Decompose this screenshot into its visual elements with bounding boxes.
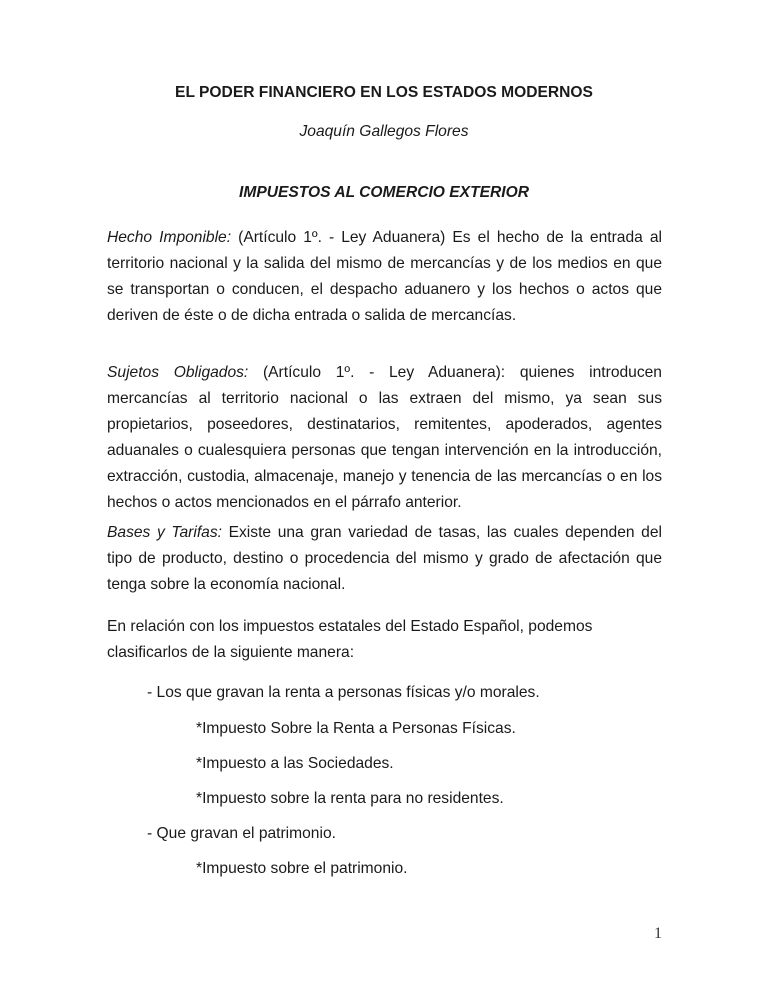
list-item-level1: - Los que gravan la renta a personas físicas y/o morales. bbox=[147, 684, 540, 701]
paragraph-body: Existe una gran variedad de tasas, las cuales dependen del tipo de producto, destino o procedencia del mismo y grado de afectación que tenga sobre la economía nacional. bbox=[107, 524, 662, 593]
paragraph-hecho-imponible bbox=[107, 225, 662, 329]
list-item-level2: *Impuesto a las Sociedades. bbox=[196, 755, 394, 772]
paragraph-body: (Artículo 1º. - Ley Aduanera): quienes introducen mercancías al territorio nacional o las extraen del mismo, ya sean sus propietarios, poseedores, destinatarios, remitentes, apoderados, agentes aduanales o cualesquiera personas que tengan intervención en la introducción, extracción, custodia, almacenaje, manejo y tenencia de las mercancías o en los hechos o actos mencionados en el párrafo anterior. bbox=[107, 364, 662, 511]
paragraph-lead: Hecho Imponible: bbox=[107, 229, 232, 246]
paragraph-sujetos-obligados bbox=[107, 360, 662, 516]
paragraph-lead: Bases y Tarifas: bbox=[107, 524, 222, 541]
list-item-level2: *Impuesto sobre la renta para no residentes. bbox=[196, 790, 504, 807]
section-heading: IMPUESTOS AL COMERCIO EXTERIOR bbox=[239, 184, 529, 201]
page-number: 1 bbox=[654, 925, 662, 942]
list-item-level1: - Que gravan el patrimonio. bbox=[147, 825, 336, 842]
document-title: EL PODER FINANCIERO EN LOS ESTADOS MODERNOS bbox=[175, 84, 593, 101]
document-author: Joaquín Gallegos Flores bbox=[299, 123, 469, 140]
classification-intro: En relación con los impuestos estatales del Estado Español, podemos clasificarlos de la siguiente manera: bbox=[107, 618, 593, 661]
paragraph-lead: Sujetos Obligados: bbox=[107, 364, 249, 381]
list-item-level2: *Impuesto Sobre la Renta a Personas Físicas. bbox=[196, 720, 516, 737]
paragraph-body: (Artículo 1º. - Ley Aduanera) Es el hecho de la entrada al territorio nacional y la salida del mismo de mercancías y de los medios en que se transportan o conducen, el despacho aduanero y los hechos o actos que deriven de éste o de dicha entrada o salida de mercancías. bbox=[107, 229, 663, 324]
list-item-level2: *Impuesto sobre el patrimonio. bbox=[196, 860, 408, 877]
paragraph-bases-tarifas bbox=[107, 520, 662, 598]
